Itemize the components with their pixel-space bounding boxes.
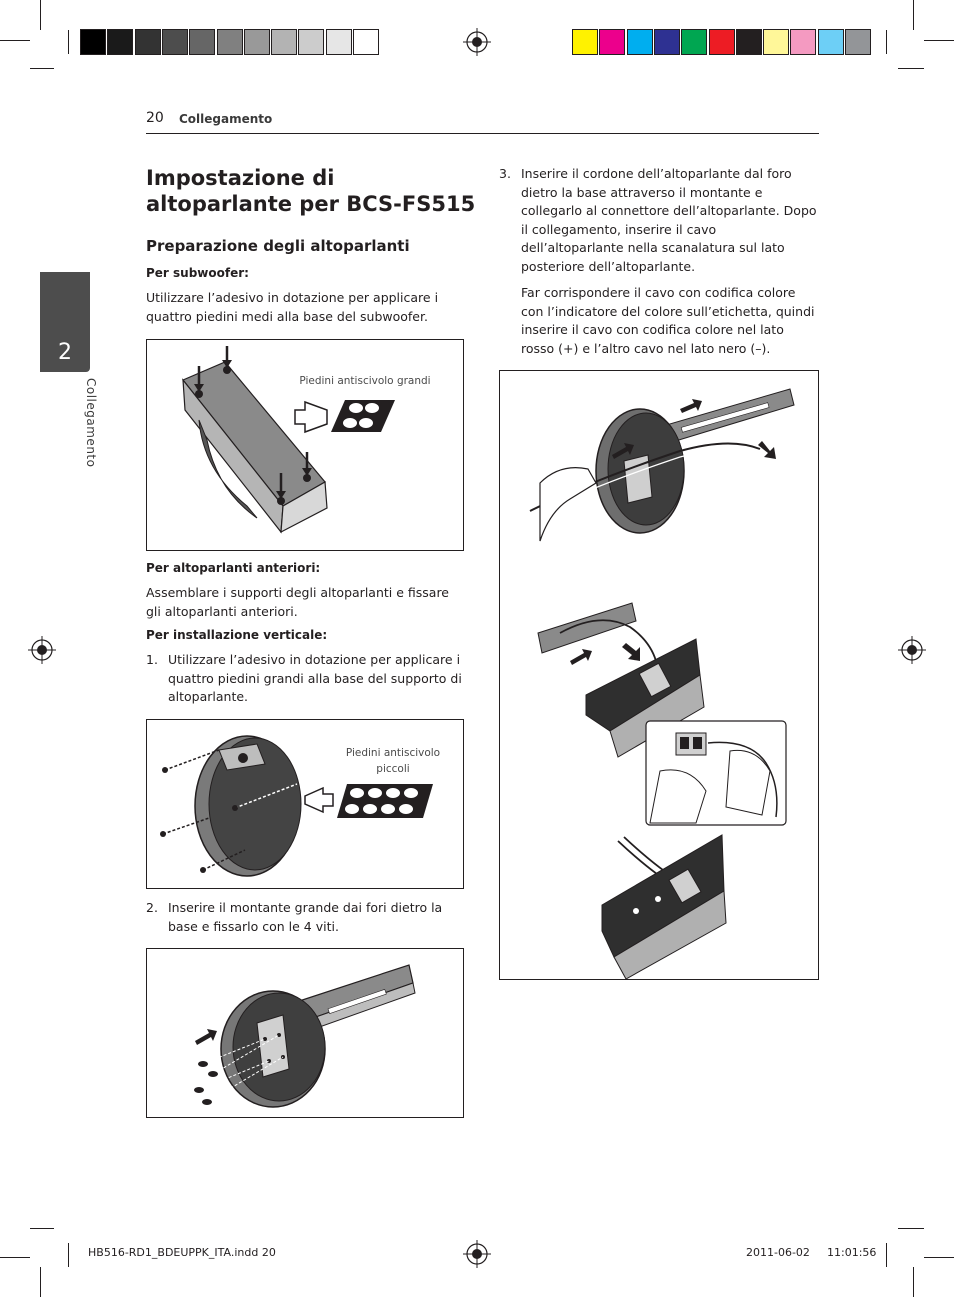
crop-mark	[886, 30, 887, 54]
color-swatch	[107, 29, 133, 55]
subwoofer-label: Per subwoofer:	[146, 266, 249, 280]
color-swatch	[271, 29, 297, 55]
color-swatch	[298, 29, 324, 55]
crop-mark	[40, 1267, 41, 1297]
page-number: 20	[146, 110, 164, 126]
color-swatch	[326, 29, 352, 55]
vertical-label: Per installazione verticale:	[146, 628, 328, 642]
color-swatch	[736, 29, 762, 55]
registration-mark-icon	[898, 636, 926, 664]
section-title: Impostazione di altoparlante per BCS-FS515	[146, 166, 476, 216]
color-swatch	[818, 29, 844, 55]
color-swatch	[790, 29, 816, 55]
chapter-title: Collegamento	[179, 112, 273, 126]
chapter-tab-label: Collegamento	[84, 378, 98, 468]
color-swatch	[599, 29, 625, 55]
step-1-text: Utilizzare l’adesivo in dotazione per applicare i quattro piedini grandi alla base del supporto di altoparlante.	[168, 652, 462, 704]
base-caption-line1: Piedini antiscivolo	[345, 747, 441, 759]
registration-mark-icon	[28, 636, 56, 664]
step-1-number: 1.	[146, 652, 158, 667]
footer-file: HB516-RD1_BDEUPPK_ITA.indd 20	[88, 1246, 276, 1259]
color-swatch	[353, 29, 379, 55]
color-swatch	[654, 29, 680, 55]
crop-mark	[924, 40, 954, 41]
footer-time: 11:01:56	[827, 1246, 877, 1259]
color-swatch	[135, 29, 161, 55]
header-rule	[146, 133, 819, 134]
color-swatch	[681, 29, 707, 55]
color-swatch	[217, 29, 243, 55]
crop-mark	[0, 40, 30, 41]
chapter-tab-number: 2	[58, 340, 72, 365]
crop-mark	[913, 1267, 914, 1297]
crop-mark	[0, 1257, 30, 1258]
color-swatch	[627, 29, 653, 55]
crop-mark	[886, 1243, 887, 1267]
color-swatch	[845, 29, 871, 55]
color-swatch	[162, 29, 188, 55]
registration-mark-icon	[463, 28, 491, 56]
step-3-text: Inserire il cordone dell’altoparlante dal foro dietro la base attraverso il montante e collegarlo al connettore dell’altoparlante. Dopo il collegamento, inserire il cavo dell’altoparlante nella scanalatura sul lato posteriore dell’altoparlante.	[521, 166, 817, 274]
color-swatch	[80, 29, 106, 55]
base-caption-line2: piccoli	[376, 763, 410, 775]
step-2-number: 2.	[146, 900, 158, 915]
crop-mark	[30, 68, 54, 69]
base-feet-figure	[146, 719, 464, 889]
crop-mark	[30, 1228, 54, 1229]
crop-mark	[898, 1228, 924, 1229]
pole-screws-illustration	[147, 949, 463, 1117]
crop-mark	[898, 68, 924, 69]
subwoofer-illustration	[147, 340, 463, 550]
crop-mark	[40, 0, 41, 30]
color-swatch	[572, 29, 598, 55]
front-label: Per altoparlanti anteriori:	[146, 561, 321, 575]
crop-mark	[68, 30, 69, 54]
color-swatch	[189, 29, 215, 55]
crop-mark	[68, 1243, 69, 1267]
registration-mark-icon	[463, 1240, 491, 1268]
subwoofer-figure	[146, 339, 464, 551]
front-text: Assemblare i supporti degli altoparlanti e fissare gli altoparlanti anteriori.	[146, 585, 449, 619]
footer-date: 2011-06-02	[746, 1246, 810, 1259]
step-2-text: Inserire il montante grande dai fori dietro la base e fissarlo con le 4 viti.	[168, 900, 443, 934]
pole-screws-figure	[146, 948, 464, 1118]
color-swatch	[244, 29, 270, 55]
section-subtitle: Preparazione degli altoparlanti	[146, 237, 410, 255]
color-swatch	[709, 29, 735, 55]
step-3-note: Far corrispondere il cavo con codifica colore con l’indicatore del colore sull’etichetta, quindi inserire il cavo con codifica colore nel lato rosso (+) e l’altro cavo nel lato nero (–).	[521, 285, 815, 356]
subwoofer-text: Utilizzare l’adesivo in dotazione per applicare i quattro piedini medi alla base del subwoofer.	[146, 290, 439, 324]
color-swatch	[763, 29, 789, 55]
crop-mark	[913, 0, 914, 30]
cable-connection-illustration	[500, 371, 818, 979]
step-3-number: 3.	[499, 166, 511, 181]
crop-mark	[924, 1257, 954, 1258]
cable-connection-figure	[499, 370, 819, 980]
subwoofer-caption: Piedini antiscivolo grandi	[299, 375, 431, 387]
